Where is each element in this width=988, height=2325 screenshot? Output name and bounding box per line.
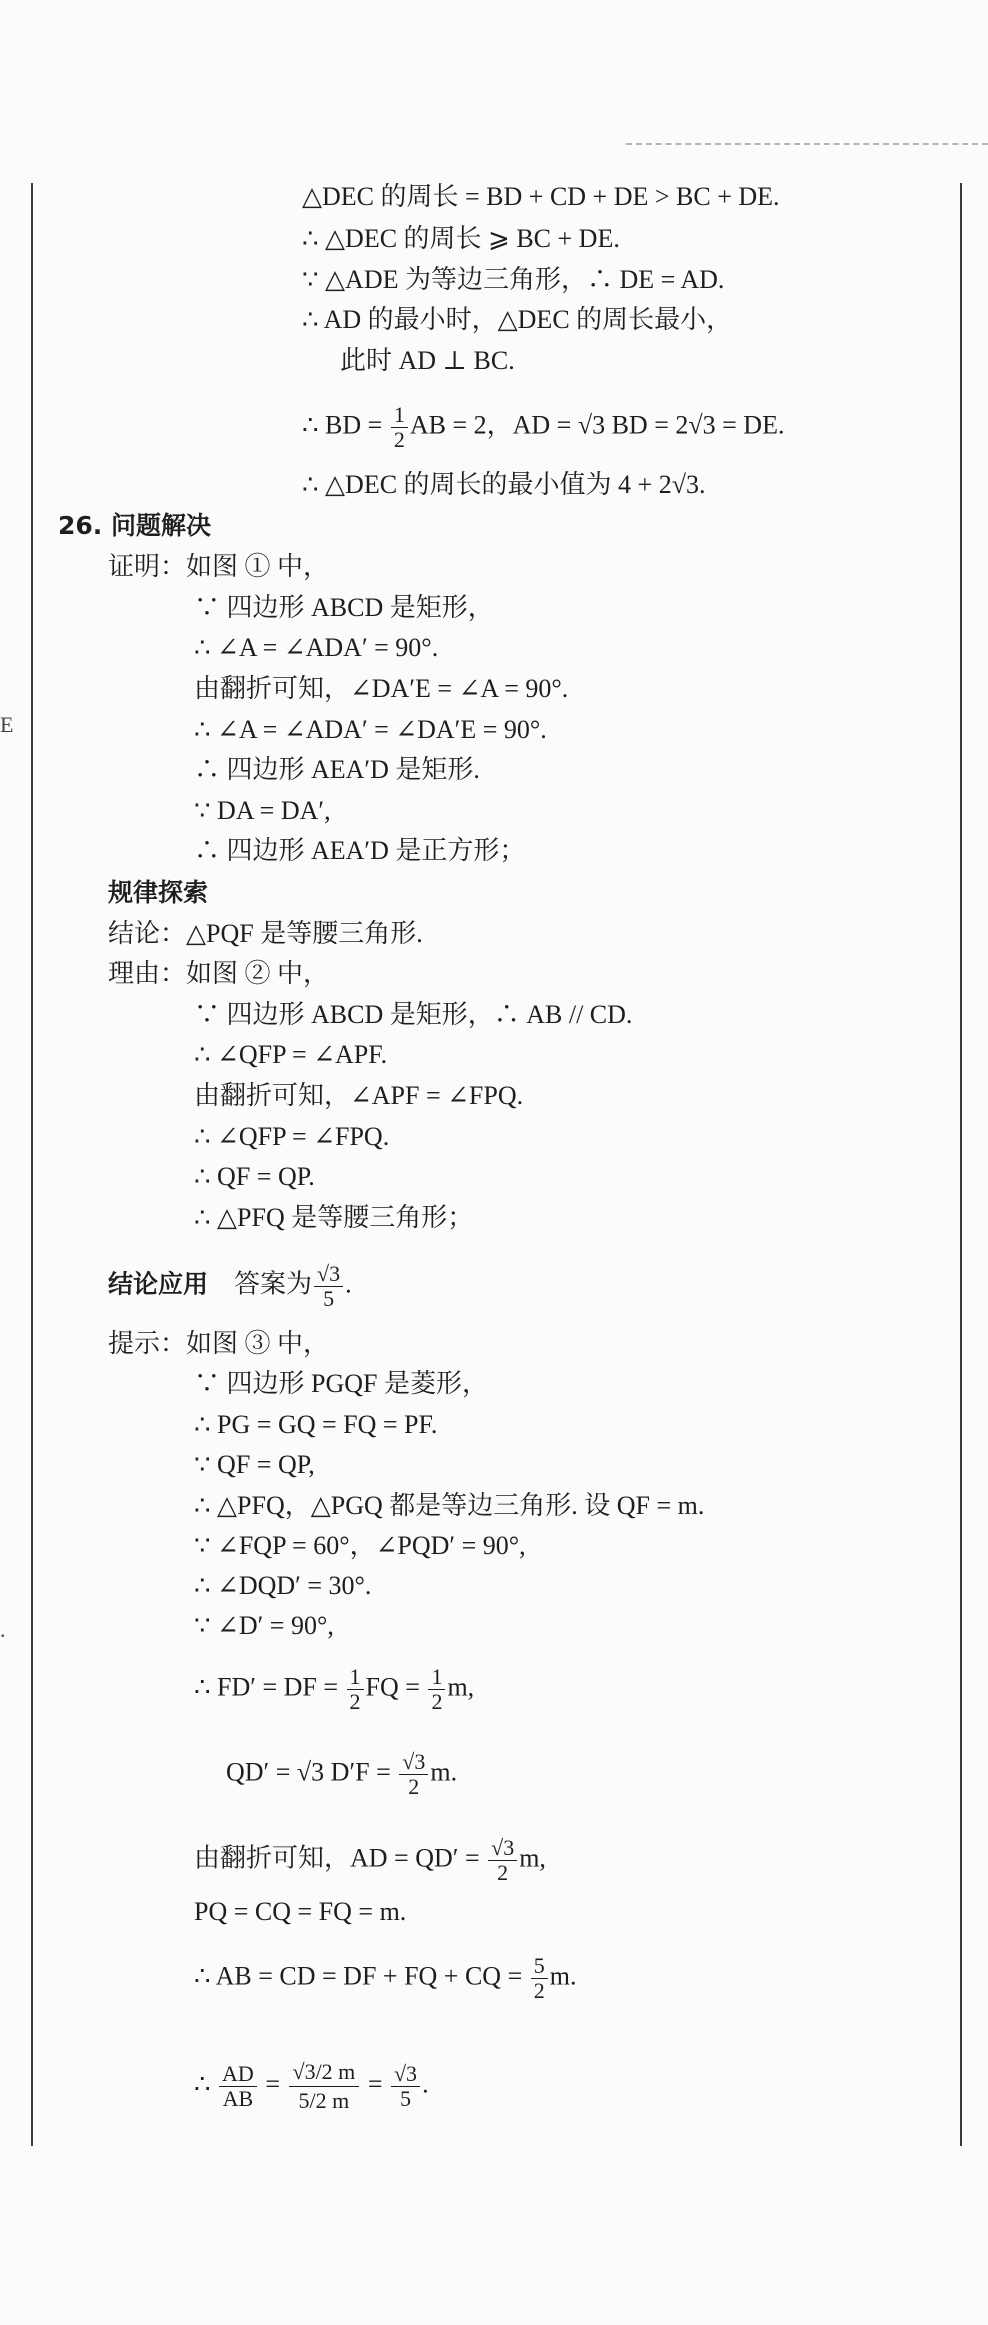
right-margin-rule <box>960 183 962 2146</box>
fraction: $\frac{1}{2}$ <box>391 403 408 452</box>
reason-line: 理由：如图 ② 中， <box>108 959 330 988</box>
solution-line: ∴ △DEC 的周长的最小值为 4 + 2√3. <box>302 470 706 499</box>
solution-line: ∴ AD 的最小时，△DEC 的周长最小， <box>302 305 733 334</box>
hint-line-with-fraction: 由翻折可知，AD = QD′ = $\frac{√3}{2}$ m, <box>194 1835 546 1885</box>
section-heading: 结论应用 <box>108 1269 209 1299</box>
proof-line: 由翻折可知，∠DA′E = ∠A = 90°. <box>194 674 569 703</box>
proof-line: ∴ ∠A = ∠ADA′ = 90°. <box>194 633 439 662</box>
fraction: $\frac{AD}{AB}$ <box>219 2062 257 2111</box>
hint-line: ∵ QF = QP, <box>194 1450 315 1479</box>
proof-line: ∴ ∠A = ∠ADA′ = ∠DA′E = 90°. <box>194 715 547 744</box>
solution-line: ∴ △DEC 的周长 ⩾ BC + DE. <box>302 224 620 253</box>
edge-mark: . <box>0 1617 6 1642</box>
compound-fraction: $\frac{√3/2 m}{5/2 m}$ <box>289 2058 360 2115</box>
hint-line: PQ = CQ = FQ = m. <box>194 1897 407 1926</box>
hint-line: ∵ 四边形 PGQF 是菱形， <box>194 1369 488 1398</box>
proof-line: ∴ 四边形 AEA′D 是矩形. <box>194 755 480 784</box>
hint-line: ∴ ∠DQD′ = 30°. <box>194 1571 372 1600</box>
proof-line: 由翻折可知，∠APF = ∠FPQ. <box>194 1081 524 1110</box>
hint-line: ∴ PG = GQ = FQ = PF. <box>194 1410 438 1439</box>
answer-line: 结论应用 答案为 $\frac{√3}{5}$ . <box>108 1261 352 1311</box>
proof-line: ∵ 四边形 ABCD 是矩形， <box>194 593 494 622</box>
solution-line: 此时 AD ⊥ BC. <box>340 346 515 375</box>
question-heading: 26. 问题解决 <box>58 511 211 540</box>
conclusion-line: 结论：△PQF 是等腰三角形. <box>108 919 423 948</box>
fraction: $\frac{√3}{2}$ <box>399 1750 428 1799</box>
fraction: $\frac{1}{2}$ <box>428 1665 445 1714</box>
proof-line: ∵ 四边形 ABCD 是矩形，∴ AB // CD. <box>194 1000 633 1029</box>
proof-line: ∴ ∠QFP = ∠APF. <box>194 1040 388 1069</box>
proof-intro: 证明：如图 ① 中， <box>108 552 330 581</box>
hint-line-compound-fraction: ∴ $\frac{AD}{AB}$ = $\frac{√3/2 m}{5/2 m}$ = $\frac{√3}{5}$ . <box>194 2059 429 2113</box>
section-heading: 规律探索 <box>108 878 209 907</box>
proof-line: ∴ 四边形 AEA′D 是正方形； <box>194 836 526 865</box>
proof-line: ∴ △PFQ 是等腰三角形； <box>194 1203 474 1232</box>
hint-line-with-fraction: ∴ AB = CD = DF + FQ + CQ = $\frac{5}{2}$ m. <box>194 1953 577 2003</box>
solution-line: ∵ △ADE 为等边三角形，∴ DE = AD. <box>302 265 725 294</box>
proof-line: ∵ DA = DA′, <box>194 796 331 825</box>
fraction: $\frac{5}{2}$ <box>531 1954 548 2003</box>
proof-line: ∴ QF = QP. <box>194 1162 315 1191</box>
fraction: $\frac{1}{2}$ <box>347 1665 364 1714</box>
hint-line: ∴ △PFQ，△PGQ 都是等边三角形. 设 QF = m. <box>194 1491 705 1520</box>
hint-line: ∵ ∠D′ = 90°, <box>194 1611 334 1640</box>
fraction: $\frac{√3}{2}$ <box>488 1836 517 1885</box>
fraction: $\frac{√3}{5}$ <box>391 2062 420 2111</box>
left-margin-rule <box>31 183 33 2146</box>
edge-mark: E <box>0 712 14 737</box>
solution-line: △DEC 的周长 = BD + CD + DE > BC + DE. <box>302 182 780 211</box>
hint-line-with-fraction: QD′ = √3 D′F = $\frac{√3}{2}$ m. <box>226 1749 458 1799</box>
fraction: $\frac{√3}{5}$ <box>314 1262 343 1311</box>
solution-line-with-fraction: ∴ BD = $\frac{1}{2}$ AB = 2，AD = √3 BD = 2√3 = DE. <box>302 402 785 452</box>
proof-line: ∴ ∠QFP = ∠FPQ. <box>194 1122 390 1151</box>
hint-line: ∵ ∠FQP = 60°，∠PQD′ = 90°, <box>194 1531 526 1560</box>
hint-line-with-fraction: ∴ FD′ = DF = $\frac{1}{2}$ FQ = $\frac{1}{2}$ m, <box>194 1664 475 1714</box>
hint-intro: 提示：如图 ③ 中， <box>108 1329 330 1358</box>
header-divider <box>626 143 988 145</box>
